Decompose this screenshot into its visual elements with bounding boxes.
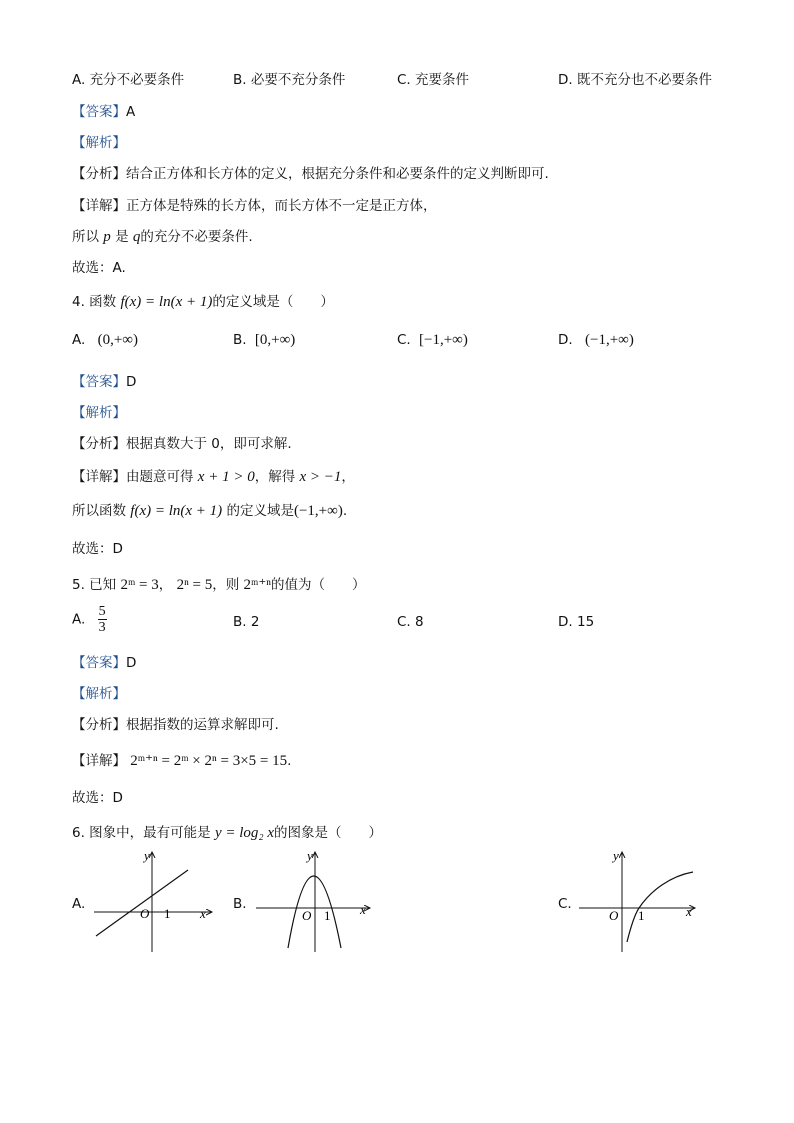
math-function: f(x) = ln(x + 1) <box>130 503 223 519</box>
jiexi-tag: 【解析】 <box>72 405 126 421</box>
math-function: y = log₂ x <box>214 825 275 841</box>
text: ， <box>341 469 355 485</box>
text: 5. 已知 <box>72 577 117 593</box>
option-label: A. <box>72 611 86 628</box>
q5-option-a <box>72 604 107 635</box>
text: 的值为（ ） <box>271 577 366 593</box>
option-math: [0,+∞) <box>254 332 296 348</box>
option-math: (−1,+∞) <box>584 332 634 348</box>
fraction-denominator: 3 <box>98 620 106 635</box>
q5-fenxi-line <box>72 713 279 733</box>
text: 由题意可得 <box>126 469 194 485</box>
text: ，则 <box>212 577 240 593</box>
text: ， <box>158 577 173 593</box>
q5-stem <box>72 573 366 594</box>
option-math: (0,+∞) <box>97 332 138 348</box>
q4-option-b <box>233 332 295 349</box>
y-label: y <box>613 848 619 863</box>
math-inequality: x > −1 <box>299 469 342 485</box>
option-math: [−1,+∞) <box>419 332 468 348</box>
option-label: C. <box>397 332 411 348</box>
q5-answer-line <box>72 651 136 671</box>
fraction-numerator: 5 <box>98 604 106 619</box>
q4-option-a <box>72 332 138 349</box>
y-label: y <box>144 848 150 863</box>
q3-option-c: C. 充要条件 <box>397 72 470 88</box>
q4-xiangjie-line <box>72 465 355 486</box>
fenxi-tag: 【分析】 <box>72 717 126 733</box>
graph-curve <box>627 872 693 942</box>
answer-tag: 【答案】 <box>72 104 126 120</box>
q3-xiangjie-line <box>72 194 437 214</box>
y-label: y <box>307 848 313 863</box>
graph-b-label: B. <box>233 896 247 912</box>
q4-fenxi-line <box>72 432 292 452</box>
xiangjie-tag: 【详解】 <box>72 469 126 485</box>
math-p: p <box>103 229 111 245</box>
text: 的定义域是（ ） <box>212 294 334 310</box>
text: . <box>342 503 348 519</box>
graph-b <box>252 846 377 956</box>
q3-option-d: D. 既不充分也不必要条件 <box>558 72 712 88</box>
jiexi-tag: 【解析】 <box>72 686 126 702</box>
graph-curve <box>96 870 188 936</box>
math-domain: (−1,+∞) <box>293 503 343 519</box>
option-label: A. <box>72 332 86 348</box>
fenxi-text: 根据指数的运算求解即可. <box>126 717 279 733</box>
tick-label: 1 <box>164 906 171 921</box>
fraction <box>98 604 107 635</box>
q4-guxuan: 故选：D <box>72 541 123 557</box>
q3-option-b: B. 必要不充分条件 <box>233 72 346 88</box>
text: ，解得 <box>254 469 296 485</box>
q5-guxuan: 故选：D <box>72 790 123 806</box>
graph-a <box>90 846 220 956</box>
q4-answer-line <box>72 370 136 390</box>
fenxi-tag: 【分析】 <box>72 436 126 452</box>
q4-option-c <box>397 332 468 349</box>
option-label: B. <box>233 332 247 348</box>
tick-label: 1 <box>324 908 331 923</box>
text: . <box>287 753 292 769</box>
q4-option-d <box>558 332 634 349</box>
text: 的定义域是 <box>226 503 294 519</box>
text: 是 <box>115 229 129 245</box>
text: 的充分不必要条件. <box>140 229 253 245</box>
q3-conclusion-line <box>72 225 253 246</box>
q5-option-d: D. 15 <box>558 614 595 630</box>
q5-option-c: C. 8 <box>397 614 424 630</box>
q6-stem <box>72 821 382 842</box>
q3-answer-line <box>72 100 135 120</box>
x-label: x <box>686 904 692 919</box>
q3-fenxi-line <box>72 162 549 182</box>
origin-label: O <box>609 908 619 923</box>
answer-tag: 【答案】 <box>72 655 126 671</box>
math-q: q <box>132 229 141 245</box>
fenxi-tag: 【分析】 <box>72 166 126 182</box>
text: 所以函数 <box>72 503 126 519</box>
math-inequality: x + 1 > 0 <box>197 469 255 485</box>
text: 4. 函数 <box>72 294 117 310</box>
q3-option-a: A. 充分不必要条件 <box>72 72 185 88</box>
x-label: x <box>360 902 366 917</box>
q3-guxuan: 故选：A. <box>72 260 126 276</box>
x-label: x <box>200 906 206 921</box>
fenxi-text: 结合正方体和长方体的定义，根据充分条件和必要条件的定义判断即可. <box>126 166 549 182</box>
fenxi-text: 根据真数大于 0，即可求解. <box>126 436 292 452</box>
option-label: D. <box>558 332 573 348</box>
math-calculation: 2ᵐ⁺ⁿ = 2ᵐ × 2ⁿ = 3×5 = 15 <box>130 753 288 769</box>
jiexi-tag: 【解析】 <box>72 135 126 151</box>
answer-tag: 【答案】 <box>72 374 126 390</box>
text: 6. 图象中，最有可能是 <box>72 825 211 841</box>
answer-value: A <box>126 104 136 120</box>
text: 的图象是（ ） <box>274 825 383 841</box>
q4-stem <box>72 290 334 311</box>
math-condition: 2ⁿ = 5 <box>176 577 213 593</box>
graph-c-label: C. <box>558 896 572 912</box>
origin-label: O <box>302 908 312 923</box>
math-function: f(x) = ln(x + 1) <box>120 294 213 310</box>
q5-xiangjie-line <box>72 749 291 770</box>
q4-conclusion-line <box>72 499 347 520</box>
graph-a-label: A. <box>72 896 86 912</box>
origin-label: O <box>140 906 150 921</box>
math-target: 2ᵐ⁺ⁿ <box>243 577 272 593</box>
answer-value: D <box>126 655 137 671</box>
text: 所以 <box>72 229 99 245</box>
xiangjie-tag: 【详解】 <box>72 198 126 214</box>
answer-value: D <box>126 374 137 390</box>
tick-label: 1 <box>638 908 645 923</box>
xiangjie-text: 正方体是特殊的长方体，而长方体不一定是正方体， <box>126 198 437 214</box>
graph-c <box>575 846 705 956</box>
xiangjie-tag: 【详解】 <box>72 753 126 769</box>
q5-option-b: B. 2 <box>233 614 260 630</box>
math-condition: 2ᵐ = 3 <box>120 577 159 593</box>
